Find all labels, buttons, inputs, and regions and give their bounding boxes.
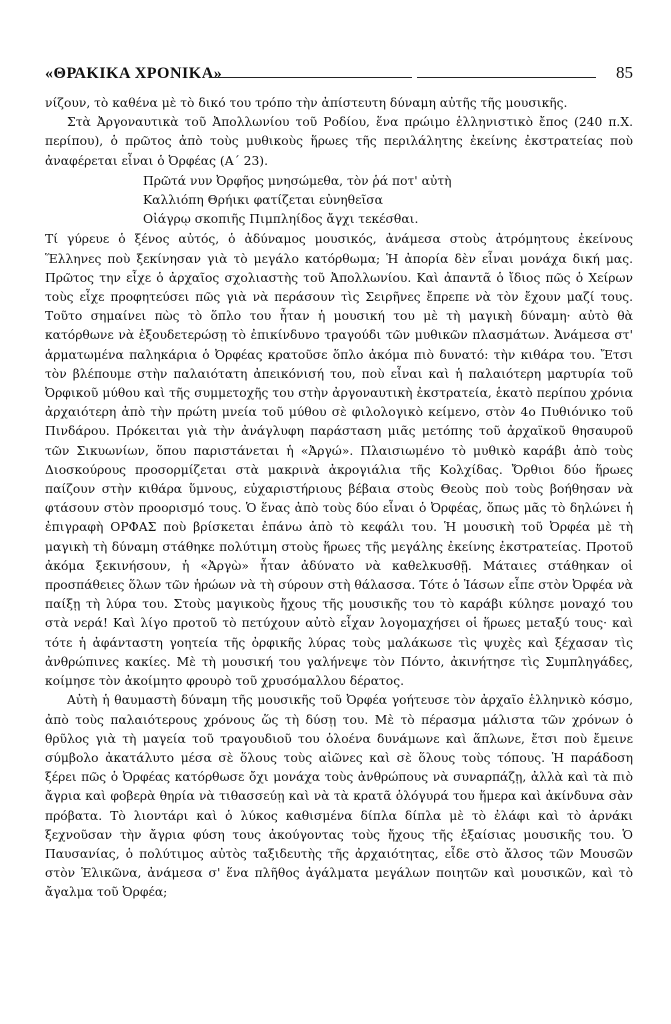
header-rule-right [417, 77, 596, 78]
paragraph: νίζουν, τὸ καθένα μὲ τὸ δικό του τρόπο τὴν ἀπίστευτη δύναμη αὐτῆς τῆς μουσικῆς. [45, 96, 568, 110]
verse-quotation [143, 172, 633, 230]
header-rule-left [209, 77, 412, 78]
verse-line: Καλλιόπη Θρήικι φατίζεται εὐνηθεῖσα [143, 193, 383, 208]
paragraph: Αὐτὴ ἡ θαυμαστὴ δύναμη τῆς μουσικῆς τοῦ Ὀρφέα γοήτευσε τὸν ἀρχαῖο ἑλληνικὸ κόσμο, ἀπὸ τοὺς παλαιότερους χρόνους ὥς τὴ δύσῃ του. Μὲ τὸ πέρασμα μάλιστα τῶν χρόνων ὁ θρῦλος γιὰ τὴ μαγεία τοῦ τραγουδιοῦ του ὁλοένα δυνάμωνε καὶ ἅπλωνε, ἔτσι ποὺ ἔμεινε σύμβολο ἀκατάλυτο μέσα σὲ ὅλους τοὺς αἰῶνες καὶ σὲ ὅλους τοὺς τόπους. Ἡ παράδοση ξέρει πῶς ὁ Ὀρφέας κατόρθωσε ὄχι μονάχα τοὺς ἀνθρώπους νὰ συναρπάζῃ, ἀλλὰ καὶ τὰ πιὸ ἄγρια καὶ φοβερὰ θηρία νὰ τιθασσεύῃ καὶ νὰ τὰ κρατᾶ ὁλόγυρά του ἥμερα καὶ ἀκίνδυνα σὰν πρόβατα. Τὸ λιοντάρι καὶ ὁ λύκος καθισμένα δίπλα δίπλα μὲ τὸ ἐλάφι καὶ τὸ ἀρνάκι ξεχνοῦσαν τὴν ἄγρια φύση τους ἀκούγοντας τοὺς ἤχους τῆς ἐξαίσιας μουσικῆς του. Ὁ Παυσανίας, ὁ πολύτιμος αὐτὸς ταξιδευτὴς τῆς ἀρχαιότητας, εἶδε στὸ ἄλσος τῶν Μουσῶν στὸν Ἑλικῶνα, ἀνάμεσα σ' ἕνα πλῆθος ἀγάλματα μεγάλων ποιητῶν καὶ μουσικῶν, καὶ τὸ ἄγαλμα τοῦ Ὀρφέα; [45, 693, 633, 900]
page-header [45, 63, 633, 87]
body-text [45, 94, 633, 903]
verse-line: Οἰάγρῳ σκοπιῆς Πιμπληίδος ἄγχι τεκέσθαι. [143, 212, 419, 227]
paragraph: Τί γύρευε ὁ ξένος αὐτός, ὁ ἀδύναμος μουσικός, ἀνάμεσα στοὺς ἀτρόμητους ἐκείνους Ἕλληνες ποὺ ξεκίνησαν γιὰ τὸ μεγάλο κατόρθωμα; Ἡ ἀπορία δὲν εἶναι μονάχα δική μας. Πρῶτος την εἶχε ὁ ἀρχαῖος σχολιαστὴς τοῦ Ἀπολλωνίου. Καὶ ἀπαντᾶ ὁ ἴδιος πῶς ὁ Χείρων τοὺς εἶχε προφητεύσει πῶς γιὰ νὰ περάσουν τὶς Σειρῆνες ἔπρεπε νὰ τὸν ἔχουν μαζί τους. Τοῦτο σημαίνει πὼς τὸ ὅπλο του ἦταν ἡ μουσική του μὲ τὴ μαγικὴ δύναμη· αὐτὸ θὰ κατόρθωνε νὰ ἐξουδετερώσῃ τὸ ἐπικίνδυνο τραγούδι τῶν μυθικῶν πλασμάτων. Ἀνάμεσα στ' ἁρματωμένα παληκάρια ὁ Ὀρφέας κρατοῦσε ὅπλο ἀκόμα πιὸ δυνατό: τὴν κιθάρα του. Ἔτσι τὸν βλέπουμε στὴν παλαιότατη ἀπεικόνισή του, ποὺ εἶναι καὶ ἡ παλαιότερη μαρτυρία τοῦ Ὀρφικοῦ μύθου καὶ τῆς συμμετοχῆς του στὴν ἀργοναυτικὴ ἐκστρατεία, ἑκατὸ περίπου χρόνια ἀρχαιότερη ἀπὸ τὴν πρώτη μνεία τοῦ μύθου σὲ φιλολογικὸ κείμενο, στὸν 4ο Πυθιόνικο τοῦ Πινδάρου. Πρόκειται γιὰ τὴν ἀνάγλυφη παράσταση μιᾶς μετόπης τοῦ ἀρχαϊκοῦ θησαυροῦ τῶν Σικυωνίων, ὅπου παριστάνεται ἡ «Ἀργώ». Πλαισιωμένο τὸ μυθικὸ καράβι ἀπὸ τοὺς Διοσκούρους προσορμίζεται στὰ μακρινὰ ἀκρογιάλια τῆς Κολχίδας. Ὄρθιοι δύο ἥρωες παίζουν στὴν κιθάρα ὕμνους, εὐχαριστήριους βέβαια στοὺς Θεοὺς ποὺ τοὺς βοήθησαν νὰ φτάσουν στὸν προορισμό τους. Ὁ ἕνας ἀπὸ τοὺς δύο εἶναι ὁ Ὀρφέας, ὅπως μᾶς τὸ δηλώνει ἡ ἐπιγραφὴ ΟΡΦΑΣ ποὺ βρίσκεται ἐπάνω ἀπὸ τὸ κεφάλι του. Ἡ μουσικὴ τοῦ Ὀρφέα μὲ τὴ μαγικὴ τὴ δύναμη στάθηκε πολύτιμη στοὺς ἥρωες τῆς μεγάλης ἐκείνης ἐκστρατείας. Προτοῦ ἀκόμα ξεκινήσουν, ἡ «Ἀργὼ» ἦταν ἀδύνατο νὰ καθελκυσθῇ. Μάταιες στάθηκαν οἱ προσπάθειες ὅλων τῶν ἡρώων νὰ τὴ σύρουν στὴ θάλασσα. Τότε ὁ Ἰάσων εἶπε στὸν Ὀρφέα νὰ παίξῃ τὴ λύρα του. Στοὺς μαγικοὺς ἤχους τῆς μουσικῆς του τὸ καράβι κύλησε μοναχό του στὰ νερά! Καὶ λίγο προτοῦ τὸ πετύχουν αὐτὸ εἶχαν λογομαχήσει οἱ ἥρωες μεταξύ τους· καὶ τότε ἡ ἀφάνταστη γοητεία τῆς ὀρφικῆς λύρας τοὺς μαλάκωσε τὶς ψυχὲς καὶ ξέχασαν τὶς ἀνθρώπινες κακίες. Μὲ τὴ μουσική του γαλήνεψε τὸν Πόντο, ἀκινήτησε τὶς Συμπληγάδες, κοίμησε τὸν ἀκοίμητο φρουρὸ τοῦ χρυσόμαλλου δέρατος. [45, 232, 633, 689]
page-number: 85 [616, 63, 633, 82]
running-title: «ΘΡΑΚΙΚΑ ΧΡΟΝΙΚΑ» [45, 65, 223, 82]
verse-line: Πρῶτά νυν Ὀρφῆος μνησώμεθα, τὸν ῥά ποτ' αὐτὴ [143, 173, 452, 188]
paragraph: Στὰ Ἀργοναυτικὰ τοῦ Ἀπολλωνίου τοῦ Ροδίου, ἕνα πρώιμο ἑλληνιστικὸ ἔπος (240 π.Χ. περίπου), ὁ πρῶτος ἀπὸ τοὺς μυθικοὺς ἥρωες τῆς περιλάλητης ἐκείνης ἐκστρατείας ποὺ ἀναφέρεται εἶναι ὁ Ὀρφέας (Α΄ 23). [45, 115, 633, 168]
